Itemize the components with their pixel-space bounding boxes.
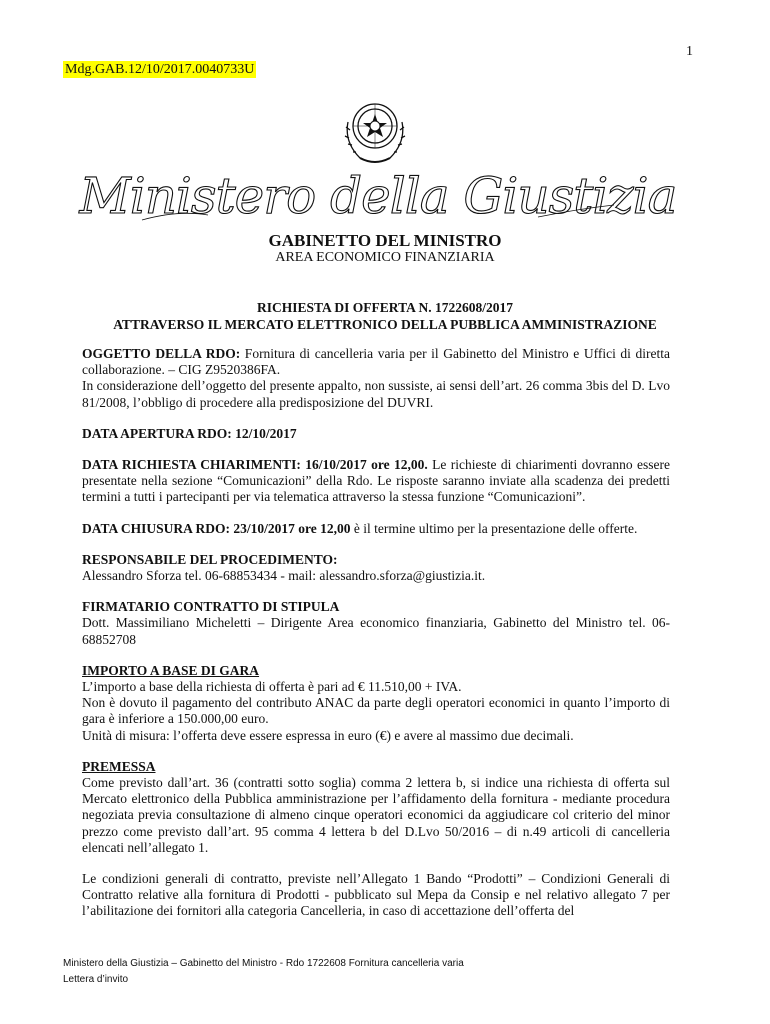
republic-emblem-icon — [340, 92, 410, 168]
premessa-paragraph2 — [82, 871, 670, 920]
footer-line2: Lettera d’invito — [63, 974, 129, 985]
premessa-label: PREMESSA — [82, 758, 156, 774]
ministry-logo — [79, 165, 677, 227]
chiarimenti-label: DATA RICHIESTA CHIARIMENTI: 16/10/2017 ore 12,00. — [82, 457, 428, 473]
firmatario-label: FIRMATARIO CONTRATTO DI STIPULA — [82, 599, 340, 615]
responsabile-text: Alessandro Sforza tel. 06-68853434 - mail: alessandro.sforza@giustizia.it. — [82, 568, 486, 584]
premessa-text2: Le condizioni generali di contratto, previste nell’Allegato 1 Bando “Prodotti” – Condizioni Generali di Contratto relative alla fornitura di Prodotti - pubblicato sul Mepa da Consip e nel relativo allegato 7 per l’abilitazione dei fornitori alla categoria Cancelleria, in caso di accettazione dell’offerta del — [82, 871, 670, 919]
ministry-logo-text: Ministero della Giustizia — [79, 167, 677, 225]
page-footer — [63, 956, 464, 988]
chiusura-section — [82, 521, 670, 537]
footer-line1: Ministero della Giustizia – Gabinetto del Ministro - Rdo 1722608 Fornitura cancelleria varia — [63, 958, 464, 969]
importo-section — [82, 663, 670, 744]
chiarimenti-text: Le richieste di chiarimenti dovranno essere presentate nella sezione “Comunicazioni” della Rdo. Le risposte saranno inviate alla scadenza dei predetti termini a tutti i partecipanti per via telematica attraverso la stessa funzione “Comunicazioni”. — [82, 457, 670, 505]
document-title-line1: RICHIESTA DI OFFERTA N. 1722608/2017 — [257, 300, 513, 315]
document-body — [82, 346, 670, 935]
responsabile-label: RESPONSABILE DEL PROCEDIMENTO: — [82, 551, 338, 567]
importo-line2: Non è dovuto il pagamento del contributo ANAC da parte degli operatori economici in quanto l’importo di gara è inferiore a 150.000,00 euro. — [82, 695, 670, 727]
chiusura-text: è il termine ultimo per la presentazione delle offerte. — [350, 520, 638, 536]
apertura-label: DATA APERTURA RDO: 12/10/2017 — [82, 425, 297, 441]
responsabile-section — [82, 552, 670, 584]
firmatario-text: Dott. Massimiliano Micheletti – Dirigente Area economico finanziaria, Gabinetto del Ministro tel. 06-68852708 — [82, 615, 670, 647]
document-title — [0, 299, 770, 333]
page-number: 1 — [686, 44, 693, 59]
oggetto-duvri-text: In considerazione dell’oggetto del presente appalto, non sussiste, ai sensi dell’art. 26 comma 3bis del D. Lvo 81/2008, l’obbligo di procedere alla predisposizione del DUVRI. — [82, 378, 670, 410]
premessa-section — [82, 759, 670, 856]
oggetto-text: Fornitura di cancelleria varia per il Gabinetto del Ministro e Uffici di diretta collaborazione. – CIG Z9520386FA. — [82, 346, 670, 378]
importo-label: IMPORTO A BASE DI GARA — [82, 662, 260, 678]
chiusura-label: DATA CHIUSURA RDO: 23/10/2017 ore 12,00 — [82, 520, 351, 536]
chiarimenti-section — [82, 457, 670, 506]
office-subtitle: AREA ECONOMICO FINANZIARIA — [275, 250, 495, 265]
firmatario-section — [82, 599, 670, 648]
office-title: GABINETTO DEL MINISTRO — [268, 231, 502, 250]
protocol-number: Mdg.GAB.12/10/2017.0040733U — [65, 62, 255, 77]
oggetto-label: OGGETTO DELLA RDO: — [82, 346, 241, 361]
document-title-line2: ATTRAVERSO IL MERCATO ELETTRONICO DELLA PUBBLICA AMMINISTRAZIONE — [113, 317, 657, 332]
importo-line3: Unità di misura: l’offerta deve essere espressa in euro (€) e avere al massimo due decimali. — [82, 727, 574, 743]
apertura-section — [82, 426, 670, 442]
premessa-text1: Come previsto dall’art. 36 (contratti sotto soglia) comma 2 lettera b, si indice una richiesta di offerta sul Mercato elettronico della Pubblica amministrazione per l’affidamento della fornitura - mediante procedura negoziata previa consultazione di almeno cinque operatori economici da aggiudicare col criterio del minor prezzo come previsto dall’art. 95 comma 4 lettera b del D.Lvo 50/2016 – di n.49 articoli di cancelleria elencati nell’allegato 1. — [82, 775, 670, 855]
oggetto-section — [82, 346, 670, 411]
importo-line1: L’importo a base della richiesta di offerta è pari ad € 11.510,00 + IVA. — [82, 679, 462, 695]
